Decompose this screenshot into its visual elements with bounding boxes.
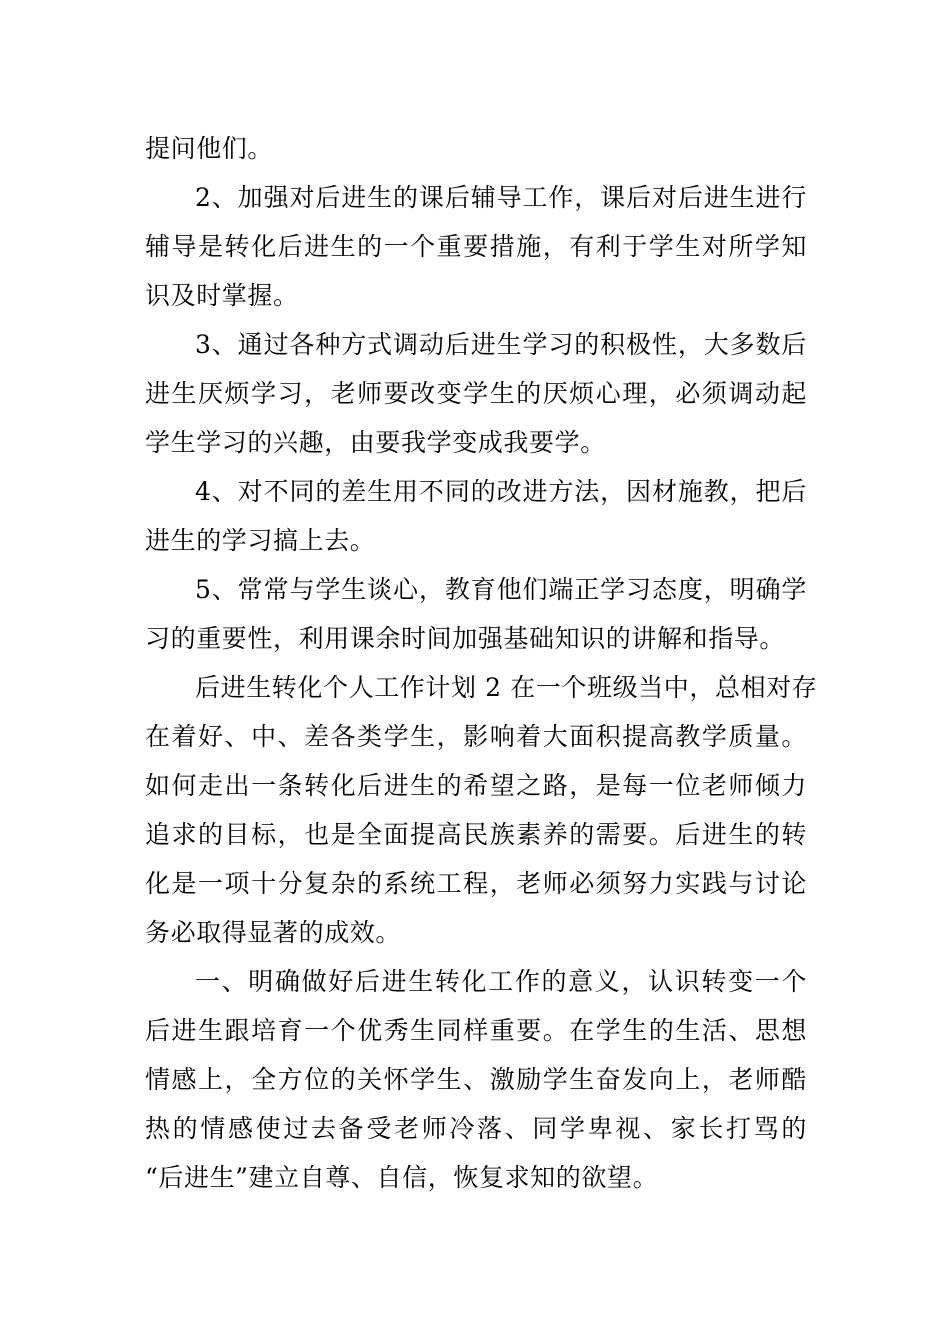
text-line: 提问他们。 [145,134,274,163]
text-line: 热的情感使过去备受老师冷落、同学卑视、家长打骂的 [145,1114,807,1143]
text-line: 在着好、中、差各类学生，影响着大面积提高教学质量。 [145,722,807,751]
text-line: 2、加强对后进生的课后辅导工作，课后对后进生进行 [195,183,807,212]
text-line: 进生厌烦学习，老师要改变学生的厌烦心理，必须调动起 [145,379,807,408]
text-line: 3、通过各种方式调动后进生学习的积极性，大多数后 [195,330,807,359]
text-line: 追求的目标，也是全面提高民族素养的需要。后进生的转 [145,820,807,849]
text-line: 情感上，全方位的关怀学生、激励学生奋发向上，老师酷 [145,1065,807,1094]
text-line: 习的重要性，利用课余时间加强基础知识的讲解和指导。 [145,624,786,653]
text-line: 后进生转化个人工作计划 2 在一个班级当中，总相对存 [195,673,818,702]
text-line: 识及时掌握。 [145,281,299,310]
text-line: 4、对不同的差生用不同的改进方法，因材施教，把后 [195,477,807,506]
text-line: 化是一项十分复杂的系统工程，老师必须努力实践与讨论 [145,869,807,898]
text-line: 一、明确做好后进生转化工作的意义，认识转变一个 [195,967,807,996]
text-line: 辅导是转化后进生的一个重要措施，有利于学生对所学知 [145,232,807,261]
text-line: “后进生”建立自尊、自信，恢复求知的欲望。 [145,1163,659,1192]
document-body [145,124,818,1202]
text-line: 后进生跟培育一个优秀生同样重要。在学生的生活、思想 [145,1016,807,1045]
text-line: 学生学习的兴趣，由要我学变成我要学。 [145,428,606,457]
text-line: 如何走出一条转化后进生的希望之路，是每一位老师倾力 [145,771,807,800]
text-line: 5、常常与学生谈心，教育他们端正学习态度，明确学 [195,575,807,604]
text-line: 进生的学习搞上去。 [145,526,376,555]
text-line: 务必取得显著的成效。 [145,918,402,947]
